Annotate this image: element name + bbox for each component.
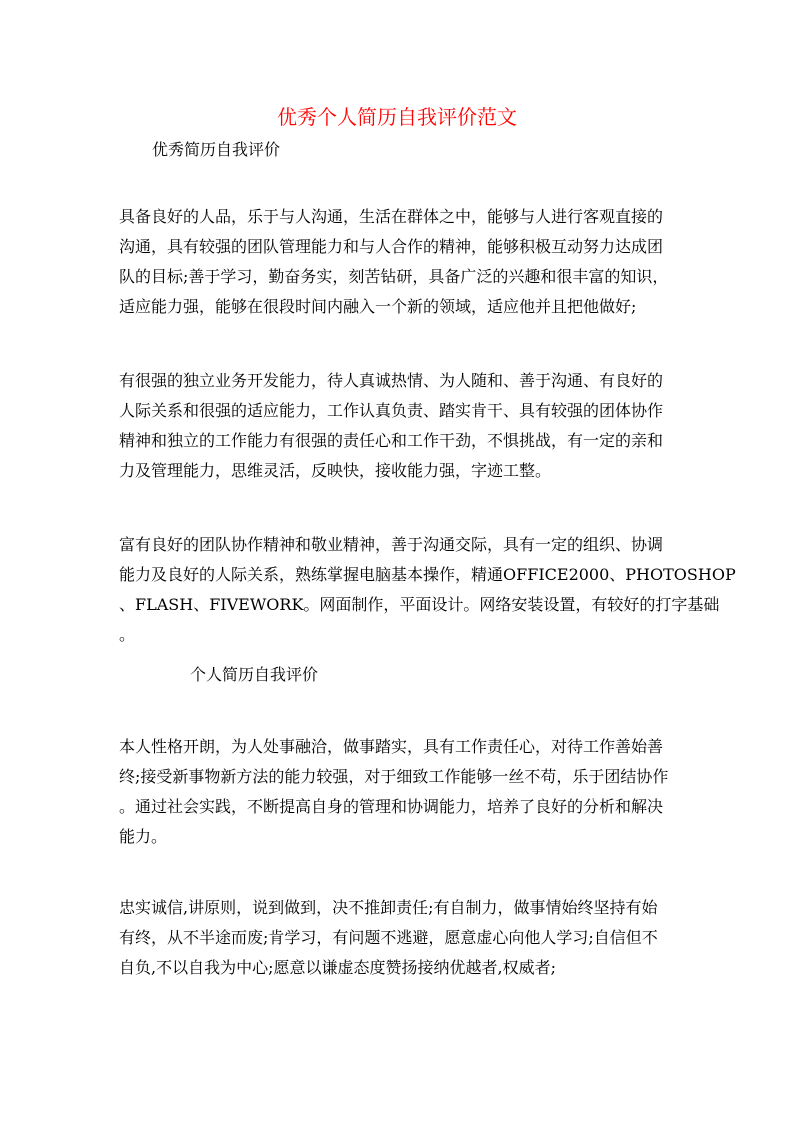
paragraph-line: 自负,不以自我为中心;愿意以谦虚态度赞扬接纳优越者,权威者; xyxy=(119,958,556,977)
paragraph-line: 人际关系和很强的适应能力，工作认真负责、踏实肯干、具有较强的团体协作 xyxy=(119,401,664,420)
paragraph-line: 。 xyxy=(119,625,136,644)
paragraph-line: 有终，从不半途而废;肯学习，有问题不逃避，愿意虚心向他人学习;自信但不 xyxy=(119,928,658,947)
paragraph-line: 、FLASH、FIVEWORK。网面制作，平面设计。网络安装设置，有较好的打字基础 xyxy=(119,595,720,614)
paragraph-line: 沟通，具有较强的团队管理能力和与人合作的精神，能够积极互动努力达成团 xyxy=(119,237,664,256)
paragraph-line: 具备良好的人品，乐于与人沟通，生活在群体之中，能够与人进行客观直接的 xyxy=(119,207,664,226)
paragraph-4 xyxy=(119,732,679,852)
paragraph-line: 适应能力强，能够在很段时间内融入一个新的领域，适应他并且把他做好; xyxy=(119,297,637,316)
paragraph-line: 。通过社会实践，不断提高自身的管理和协调能力，培养了良好的分析和解决 xyxy=(119,797,664,816)
paragraph-3 xyxy=(119,530,736,650)
paragraph-line: 能力及良好的人际关系，熟练掌握电脑基本操作，精通OFFICE2000、PHOTOSHOP xyxy=(119,565,736,584)
paragraph-line: 力及管理能力，思维灵活，反映快，接收能力强，字迹工整。 xyxy=(119,461,552,480)
paragraph-line: 终;接受新事物新方法的能力较强，对于细致工作能够一丝不苟，乐于团结协作 xyxy=(119,767,669,786)
paragraph-5 xyxy=(119,893,679,983)
paragraph-line: 忠实诚信,讲原则，说到做到，决不推卸责任;有自制力，做事情始终坚持有始 xyxy=(119,898,658,917)
paragraph-line: 本人性格开朗，为人处事融洽，做事踏实，具有工作责任心，对待工作善始善 xyxy=(119,737,664,756)
paragraph-line: 能力。 xyxy=(119,827,168,846)
paragraph-line: 富有良好的团队协作精神和敬业精神，善于沟通交际，具有一定的组织、协调 xyxy=(119,535,664,554)
section-heading-excellent-resume: 优秀简历自我评价 xyxy=(152,140,281,159)
section-heading-personal-resume: 个人简历自我评价 xyxy=(190,665,319,684)
paragraph-line: 精神和独立的工作能力有很强的责任心和工作干劲，不惧挑战，有一定的亲和 xyxy=(119,431,664,450)
document-title: 优秀个人简历自我评价范文 xyxy=(277,105,517,129)
paragraph-2 xyxy=(119,366,679,486)
paragraph-line: 有很强的独立业务开发能力，待人真诚热情、为人随和、善于沟通、有良好的 xyxy=(119,371,664,390)
paragraph-1 xyxy=(119,202,679,322)
paragraph-line: 队的目标;善于学习，勤奋务实，刻苦钻研，具备广泛的兴趣和很丰富的知识， xyxy=(119,267,669,286)
